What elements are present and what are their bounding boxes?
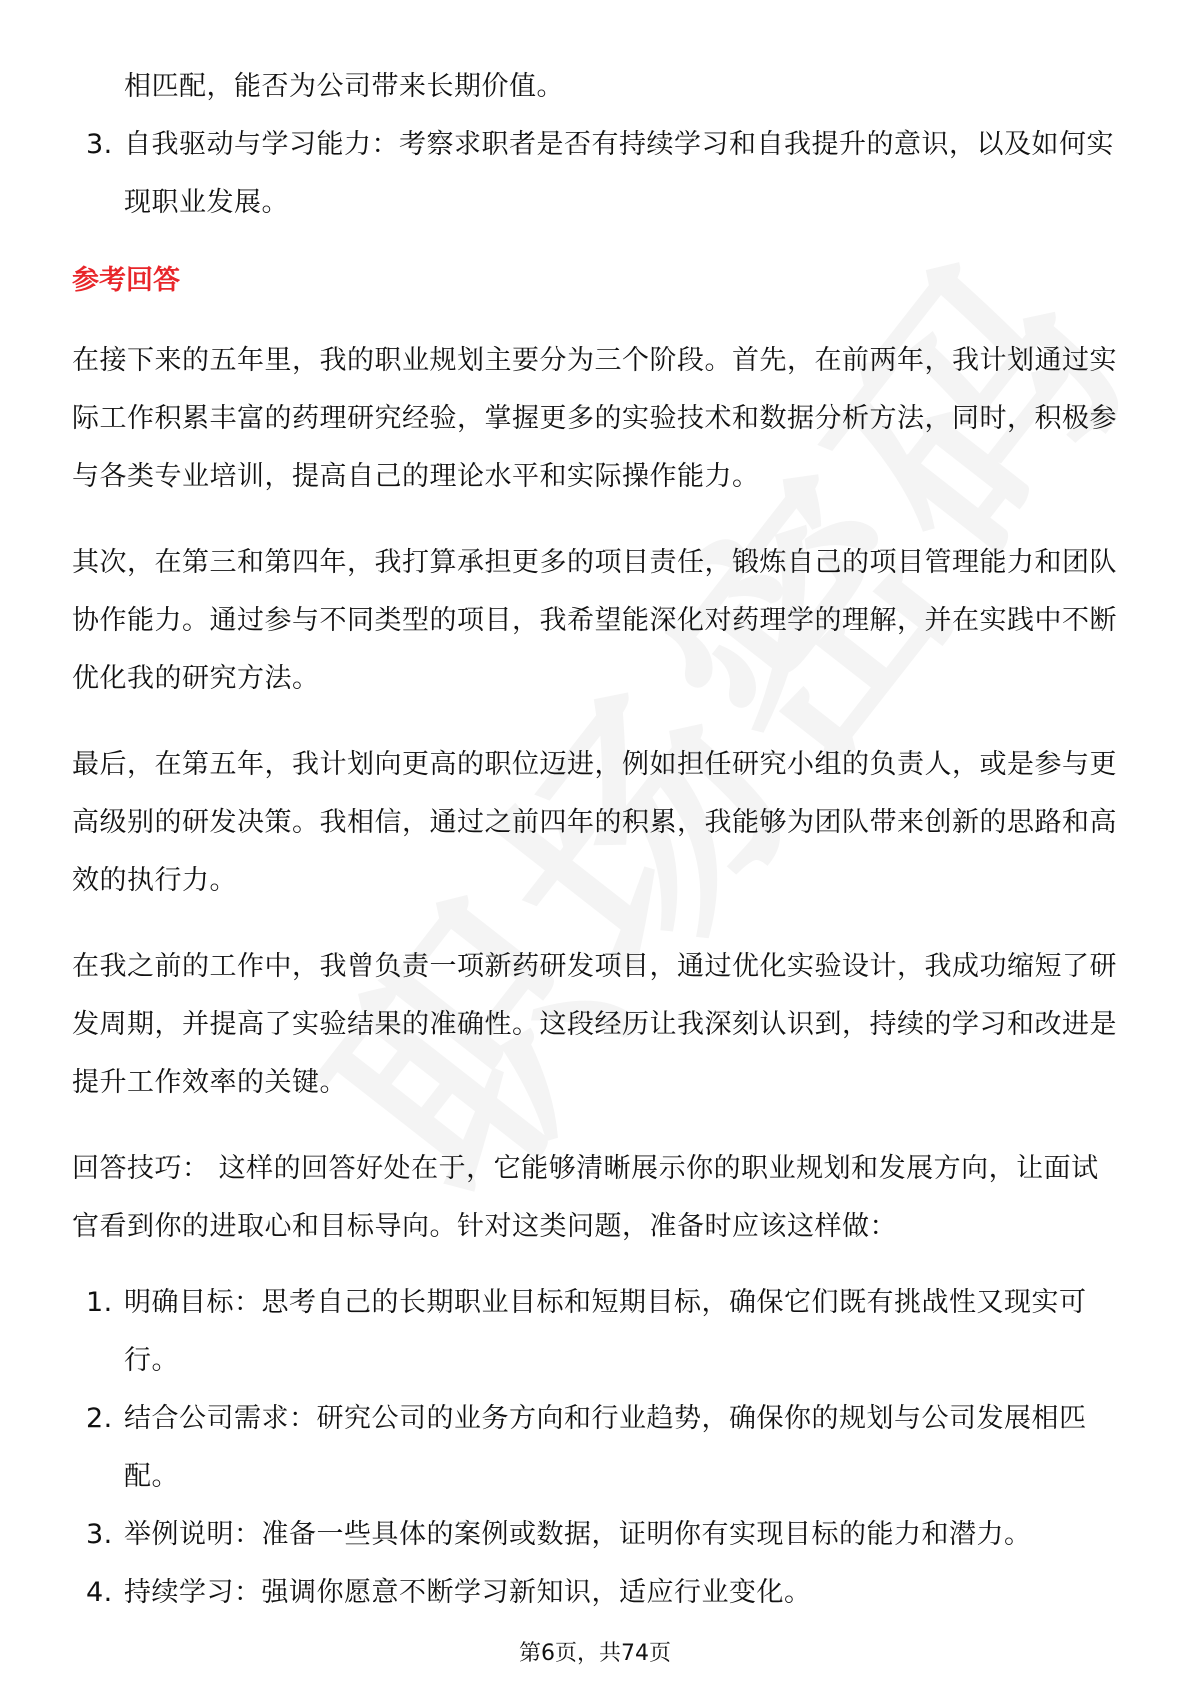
answer-heading: 参考回答 (72, 265, 180, 296)
tip-item-4 (72, 1564, 1122, 1622)
answer-paragraph-2: 其次，在第三和第四年，我打算承担更多的项目责任，锻炼自己的项目管理能力和团队协作能力。通过参与不同类型的项目，我希望能深化对药理学的理解，并在实践中不断优化我的研究方法。 (72, 547, 1117, 694)
list-number: 3. (86, 1519, 113, 1550)
criteria-list (72, 116, 1122, 232)
list-item-text: 结合公司需求：研究公司的业务方向和行业趋势，确保你的规划与公司发展相匹配。 (124, 1403, 1087, 1492)
answer-paragraph-1: 在接下来的五年里，我的职业规划主要分为三个阶段。首先，在前两年，我计划通过实际工作积累丰富的药理研究经验，掌握更多的实验技术和数据分析方法，同时，积极参与各类专业培训，提高自己的理论水平和实际操作能力。 (72, 345, 1117, 492)
page-footer: 第6页，共74页 (519, 1641, 671, 1666)
answer-paragraph-4: 在我之前的工作中，我曾负责一项新药研发项目，通过优化实验设计，我成功缩短了研发周期，并提高了实验结果的准确性。这段经历让我深刻认识到，持续的学习和改进是提升工作效率的关键。 (72, 951, 1117, 1098)
tip-item-1 (72, 1274, 1122, 1390)
list-item-text: 举例说明：准备一些具体的案例或数据，证明你有实现目标的能力和潜力。 (124, 1519, 1032, 1550)
tips-list (72, 1274, 1122, 1622)
list-item-text: 自我驱动与学习能力：考察求职者是否有持续学习和自我提升的意识，以及如何实现职业发展。 (124, 129, 1114, 218)
list-number: 1. (86, 1287, 113, 1318)
criteria-item-3 (72, 116, 1122, 232)
criteria-item2-continuation: 相匹配，能否为公司带来长期价值。 (124, 71, 564, 102)
page-content (72, 58, 1122, 1622)
list-number: 3. (86, 129, 113, 160)
tip-item-2 (72, 1390, 1122, 1506)
list-number: 2. (86, 1403, 113, 1434)
list-item-text: 明确目标：思考自己的长期职业目标和短期目标，确保它们既有挑战性又现实可行。 (124, 1287, 1087, 1376)
answer-paragraph-3: 最后，在第五年，我计划向更高的职位迈进，例如担任研究小组的负责人，或是参与更高级别的研发决策。我相信，通过之前四年的积累，我能够为团队带来创新的思路和高效的执行力。 (72, 749, 1117, 896)
list-number: 4. (86, 1577, 113, 1608)
tips-intro: 回答技巧： 这样的回答好处在于，它能够清晰展示你的职业规划和发展方向，让面试官看到你的进取心和目标导向。针对这类问题，准备时应该这样做： (72, 1153, 1099, 1242)
list-item-text: 持续学习：强调你愿意不断学习新知识，适应行业变化。 (124, 1577, 812, 1608)
tip-item-3 (72, 1506, 1122, 1564)
